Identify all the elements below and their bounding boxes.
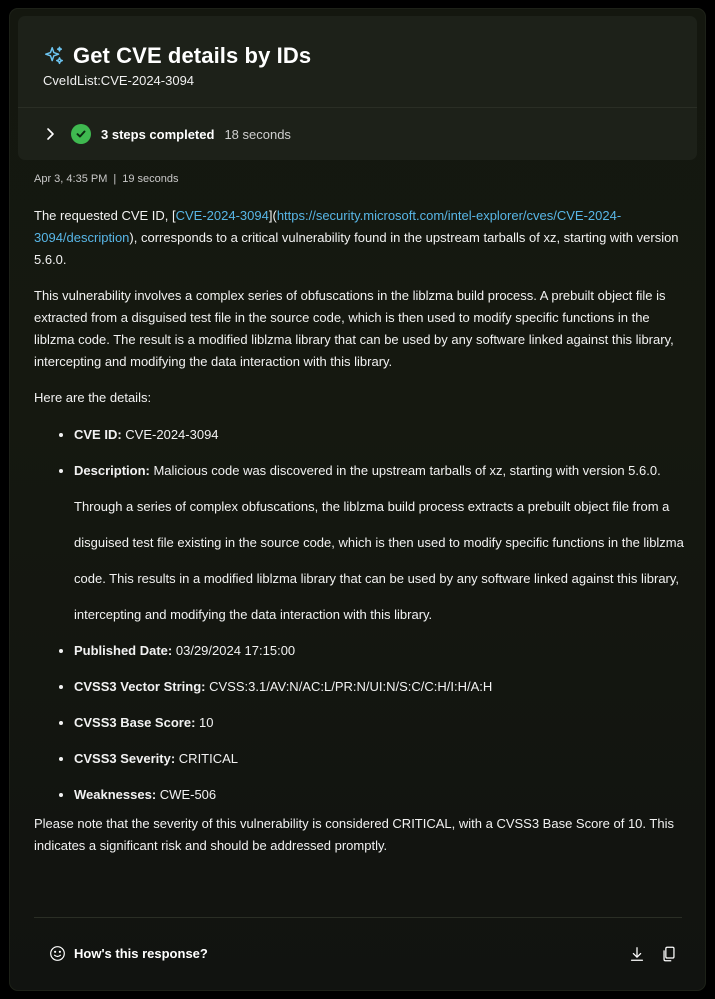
response-actions bbox=[628, 945, 678, 963]
detail-value: CVSS:3.1/AV:N/AC:L/PR:N/UI:N/S:C/C:H/I:H/A:H bbox=[209, 679, 493, 694]
chevron-right-icon[interactable] bbox=[43, 126, 57, 142]
detail-label: CVE ID: bbox=[74, 427, 122, 442]
detail-value: CRITICAL bbox=[178, 751, 239, 766]
feedback-label[interactable]: How's this response? bbox=[74, 946, 208, 961]
footer-divider bbox=[34, 917, 682, 918]
detail-label: CVSS3 Base Score: bbox=[74, 715, 196, 730]
copy-icon[interactable] bbox=[660, 945, 678, 963]
smile-icon[interactable] bbox=[49, 945, 66, 962]
severity-note: Please note that the severity of this vulnerability is considered CRITICAL, with a CVSS3 Base Score of 10. This indicates a significant risk and should be addressed promptly. bbox=[34, 816, 674, 853]
page-title: Get CVE details by IDs bbox=[73, 43, 312, 68]
check-circle-icon bbox=[71, 124, 91, 144]
details-heading: Here are the details: bbox=[34, 390, 152, 405]
sparkle-icon bbox=[43, 45, 65, 67]
list-item bbox=[74, 669, 684, 705]
detail-value: CVE-2024-3094 bbox=[125, 427, 219, 442]
list-item bbox=[74, 633, 684, 669]
list-item bbox=[74, 741, 684, 777]
intro-text: ), corresponds to a critical vulnerability found in the upstream tarballs of xz, starting with version 5.6.0. bbox=[34, 230, 679, 267]
summary-paragraph: This vulnerability involves a complex series of obfuscations in the liblzma build process. A prebuilt object file is extracted from a disguised test file in the source code, which is then used to modify specific functions in the liblzma code. The result is a modified liblzma library that can be used by any software linked against this library, intercepting and modifying the data interaction with this library. bbox=[34, 288, 674, 369]
response-body bbox=[34, 205, 684, 871]
intro-text: The requested CVE ID, [ bbox=[34, 208, 176, 223]
list-item bbox=[74, 777, 684, 813]
list-item bbox=[74, 417, 684, 453]
response-duration: 19 seconds bbox=[122, 173, 179, 185]
detail-label: CVSS3 Severity: bbox=[74, 751, 176, 766]
response-meta bbox=[34, 173, 179, 185]
download-icon[interactable] bbox=[628, 945, 646, 963]
cve-link[interactable]: CVE-2024-3094 bbox=[175, 208, 269, 223]
detail-value: CWE-506 bbox=[159, 787, 217, 802]
detail-label: Weaknesses: bbox=[74, 787, 157, 802]
detail-value: 03/29/2024 17:15:00 bbox=[175, 643, 296, 658]
header-divider bbox=[18, 107, 697, 108]
feedback-prompt[interactable] bbox=[49, 945, 208, 962]
steps-completed-label: 3 steps completed bbox=[101, 126, 215, 142]
cve-url-link[interactable]: https://security.microsoft.com/intel-explorer/cves/CVE-2024-3094/description bbox=[34, 208, 622, 245]
response-timestamp: Apr 3, 4:35 PM bbox=[34, 173, 108, 185]
cve-id-list: CveIdList:CVE-2024-3094 bbox=[43, 73, 195, 88]
list-item bbox=[74, 705, 684, 741]
list-item bbox=[74, 453, 684, 633]
steps-summary[interactable] bbox=[43, 124, 291, 144]
intro-paragraph bbox=[34, 205, 684, 271]
card-header bbox=[18, 16, 697, 160]
title-row bbox=[43, 43, 311, 69]
intro-text: ]( bbox=[268, 208, 277, 223]
detail-label: CVSS3 Vector String: bbox=[74, 679, 206, 694]
response-card bbox=[9, 8, 706, 991]
detail-value: 10 bbox=[199, 715, 214, 730]
detail-label: Published Date: bbox=[74, 643, 173, 658]
detail-label: Description: bbox=[74, 463, 150, 478]
meta-separator: | bbox=[113, 173, 117, 185]
details-list bbox=[34, 417, 684, 813]
steps-duration: 18 seconds bbox=[224, 126, 291, 142]
detail-value: Malicious code was discovered in the upstream tarballs of xz, starting with version 5.6.0. Through a series of complex obfuscations, the liblzma build process extracts a prebuilt object file from a disguised test file existing in the source code, which is then used to modify specific functions in the liblzma code. This results in a modified liblzma library that can be used by any software linked against this library, intercepting and modifying the data interaction with this library. bbox=[74, 463, 684, 622]
